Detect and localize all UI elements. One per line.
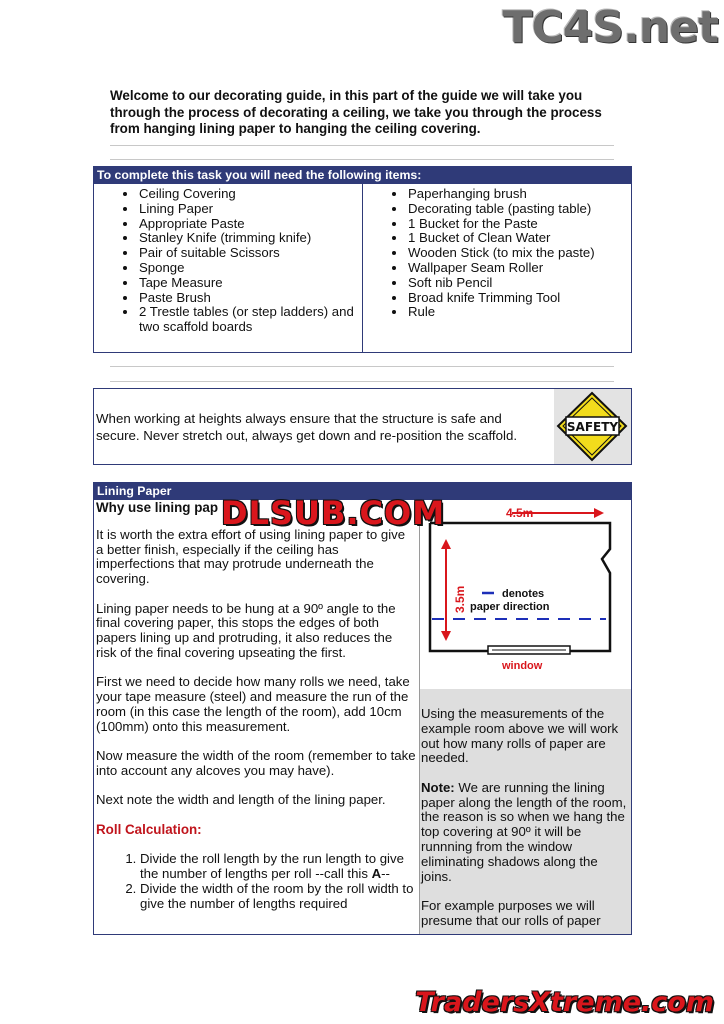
safety-sign-icon [554,389,631,464]
item: • Tape Measure [138,276,362,291]
note-paragraph [421,781,631,885]
items-left-list [94,187,362,335]
roll-calculation-title: Roll Calculation: [96,821,202,837]
item: • Decorating table (pasting table) [407,202,631,217]
width-label: 3.5m [453,585,467,613]
item: • 1 Bucket of Clean Water [407,231,631,246]
brand-logo: TC4S.net [502,2,718,53]
lining-paragraph: It is worth the extra effort of using lining paper to give a better finish, especially if the ceiling has imperfections that may protrude underneath the covering. [96,526,406,587]
item: • Sponge [138,261,362,276]
lining-paragraph: Now measure the width of the room (remember to take into account any alcoves you may have). [96,748,416,778]
lining-subheading: Why use lining pap [96,500,219,515]
legend-line2: paper direction [470,601,550,613]
item: • Appropriate Paste [138,217,362,232]
lining-header: Lining Paper [94,483,631,500]
items-right-column [363,185,631,352]
item: • 2 Trestle tables (or step ladders) and two scaffold boards [138,305,362,335]
item: • Lining Paper [138,202,362,217]
watermark-tradersxtreme: TradersXtreme.com [415,987,714,1018]
item: • Ceiling Covering [138,187,362,202]
lining-paragraphs [96,528,416,808]
lining-paragraph: First we need to decide how many rolls we need, take your tape measure (steel) and measure the run of the room (in this case the length of the room), add 10cm (100mm) onto this measurement. [96,674,410,734]
lining-right-column [419,501,631,934]
lining-paragraph: Lining paper needs to be hung at a 90º angle to the final covering paper, this stops the edges of both papers lining up and protruding, it also reduces the risk of the final covering upseating the first. [96,600,396,660]
safety-sign-panel [554,389,631,464]
items-left-column [94,185,362,352]
item: • Stanley Knife (trimming knife) [138,231,362,246]
items-right-list [363,187,631,320]
item: • Pair of suitable Scissors [138,246,362,261]
window-label: window [502,660,543,672]
roll-step [140,882,416,912]
right-paragraphs [421,707,631,766]
room-diagram [420,501,632,689]
intro-text: Welcome to our decorating guide, in this part of the guide we will take you through the process of decorating a ceiling, we take you through the process from hanging lining paper to hanging the ceiling covering. [110,88,602,136]
item: • Wallpaper Seam Roller [407,261,631,276]
roll-step [140,852,416,882]
lining-section [93,482,632,935]
item: • Soft nib Pencil [407,276,631,291]
divider [110,145,614,146]
safety-box [93,388,632,465]
safety-text: When working at heights always ensure that the structure is safe and secure. Never stretch out, always get down and re-position the scaffold. [96,411,518,443]
item: • Wooden Stick (to mix the paste) [407,246,631,261]
length-label: 4.5m [506,506,534,520]
note-label: Note: [421,779,455,795]
room-diagram-svg [420,501,632,689]
item: • 1 Bucket for the Paste [407,217,631,232]
roll-step-text: Divide the width of the room by the roll width to give the number of lengths required [140,880,414,911]
items-header: To complete this task you will need the following items: [94,167,631,184]
item: • Rule [407,305,631,320]
note-text: We are running the lining paper along the length of the room, the reason is so when we hang the top covering at 90º it will be runnning from the window eliminating shadows along the joins. [421,779,627,884]
lining-paragraph: Next note the width and length of the lining paper. [96,792,386,808]
divider [110,366,614,367]
lining-right-text [421,707,631,935]
safety-badge-text: SAFETY [566,420,619,434]
item: • Paste Brush [138,291,362,306]
roll-step-bold: A [371,865,382,881]
roll-steps [96,852,416,911]
watermark-dlsub: DLSUB.COM [221,494,446,532]
item: • Broad knife Trimming Tool [407,291,631,306]
lining-left-column [96,501,416,911]
roll-step-text: Divide the roll length by the run length to give the number of lengths per roll --call this [140,851,404,881]
item: • Paperhanging brush [407,187,631,202]
roll-step-suffix: -- [381,865,390,881]
legend-line1: denotes [502,588,545,600]
divider [110,381,614,382]
divider [110,159,614,160]
items-table [93,166,632,353]
right-paragraph: Using the measurements of the example room above we will work out how many rolls of paper are needed. [421,706,619,766]
example-paragraph: For example purposes we will presume that our rolls of paper [421,897,601,928]
